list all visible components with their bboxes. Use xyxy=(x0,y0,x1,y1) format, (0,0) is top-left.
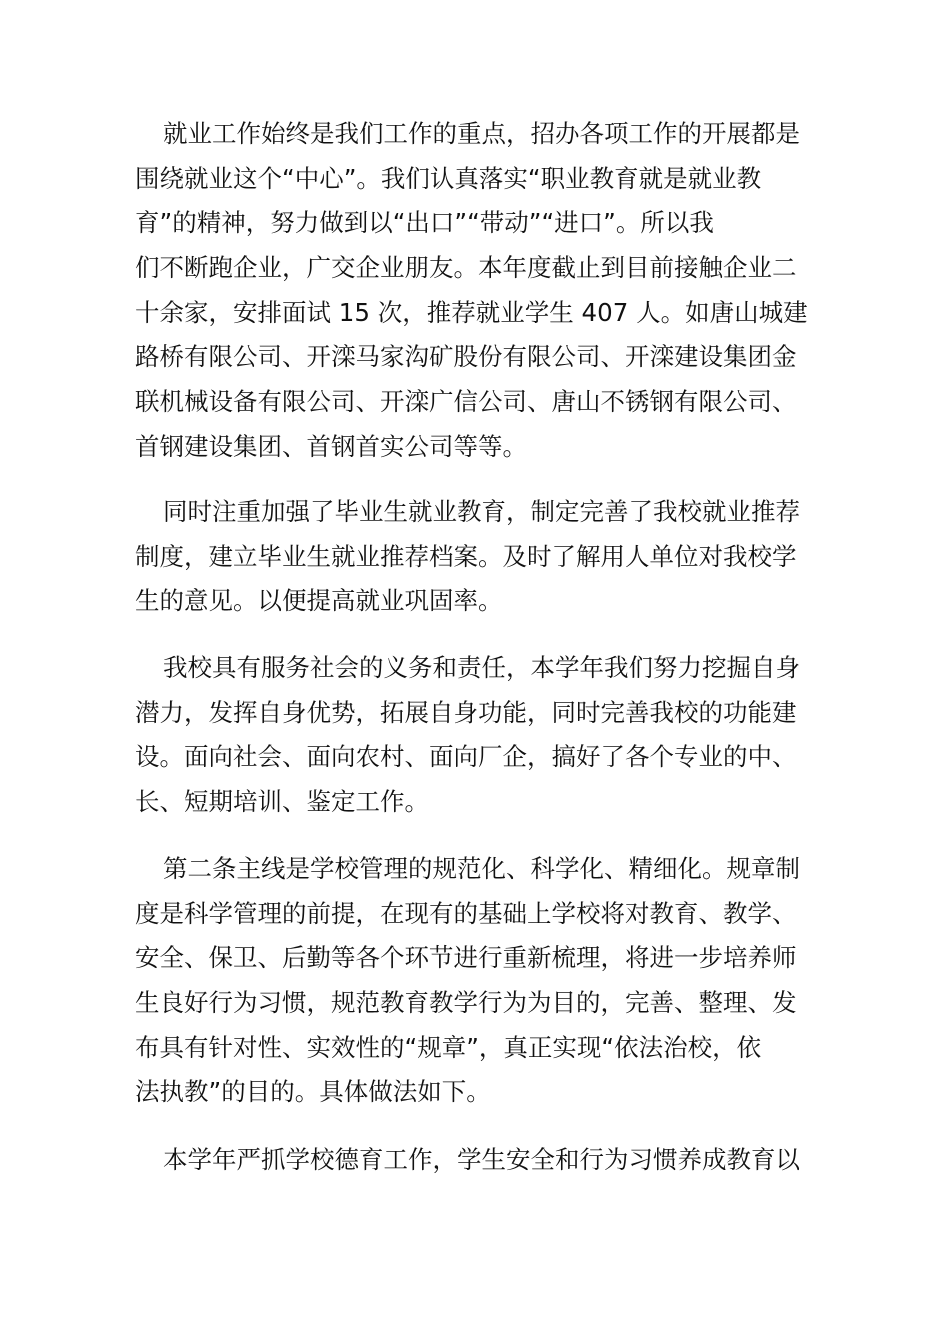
text-line: 我校具有服务社会的义务和责任，本学年我们努力挖掘自身 xyxy=(163,653,800,682)
paragraph-social-service xyxy=(135,646,800,825)
text-line: 度是科学管理的前提，在现有的基础上学校将对教育、教学、 xyxy=(135,898,797,928)
text-line: 就业工作始终是我们工作的重点，招办各项工作的开展都是 xyxy=(163,119,800,148)
text-line: 育”的精神，努力做到以“出口”“带动”“进口”。所以我 xyxy=(135,208,714,238)
text-line: 潜力，发挥自身优势，拓展自身功能，同时完善我校的功能建 xyxy=(135,697,797,727)
text-line: 第二条主线是学校管理的规范化、科学化、精细化。规章制 xyxy=(163,854,800,883)
paragraph-employment-work xyxy=(135,112,808,470)
text-line: 安全、保卫、后勤等各个环节进行重新梳理，将进一步培养师 xyxy=(135,943,797,973)
text-line: 长、短期培训、鉴定工作。 xyxy=(135,787,429,817)
text-line: 围绕就业这个“中心”。我们认真落实“职业教育就是就业教 xyxy=(135,163,762,193)
text-line: 本学年严抓学校德育工作，学生安全和行为习惯养成教育以 xyxy=(163,1145,800,1174)
text-line: 同时注重加强了毕业生就业教育，制定完善了我校就业推荐 xyxy=(163,497,800,526)
text-line: 十余家，安排面试 15 次，推荐就业学生 407 人。如唐山城建 xyxy=(135,297,808,327)
text-line: 制度，建立毕业生就业推荐档案。及时了解用人单位对我校学 xyxy=(135,541,797,571)
paragraph-school-management xyxy=(135,847,800,1115)
text-line: 联机械设备有限公司、开滦广信公司、唐山不锈钢有限公司、 xyxy=(135,387,797,417)
text-line: 路桥有限公司、开滦马家沟矿股份有限公司、开滦建设集团金 xyxy=(135,342,797,372)
text-line: 设。面向社会、面向农村、面向厂企，搞好了各个专业的中、 xyxy=(135,742,797,772)
paragraph-moral-education xyxy=(135,1138,800,1183)
text-line: 首钢建设集团、首钢首实公司等等。 xyxy=(135,431,527,461)
text-line: 生的意见。以便提高就业巩固率。 xyxy=(135,586,503,616)
paragraph-graduate-education xyxy=(135,490,800,624)
text-line: 们不断跑企业，广交企业朋友。本年度截止到目前接触企业二 xyxy=(135,253,797,283)
text-line: 生良好行为习惯，规范教育教学行为为目的，完善、整理、发 xyxy=(135,988,797,1018)
text-line: 法执教”的目的。具体做法如下。 xyxy=(135,1077,491,1107)
text-line: 布具有针对性、实效性的“规章”，真正实现“依法治校，依 xyxy=(135,1032,762,1062)
